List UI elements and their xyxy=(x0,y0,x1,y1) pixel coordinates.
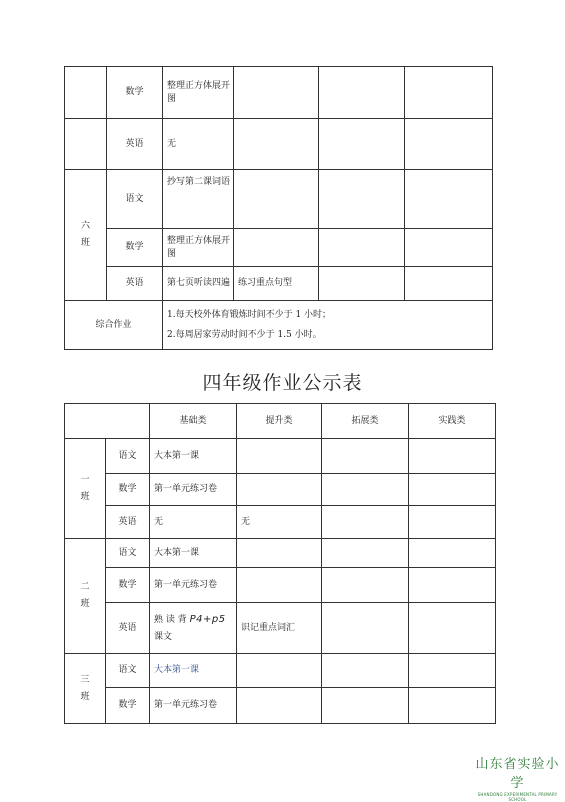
subject-cell: 语文 xyxy=(106,539,150,568)
header-row xyxy=(65,404,496,439)
practice-cell xyxy=(405,67,493,119)
basic-cell: 整理正方体展开图 xyxy=(163,67,234,119)
basic-cell: 大本第一课 xyxy=(150,439,237,474)
subject-cell: 英语 xyxy=(107,119,163,170)
subject-cell: 语文 xyxy=(106,654,150,688)
subject-cell: 语文 xyxy=(106,439,150,474)
extend-cell xyxy=(322,603,409,654)
class-cell xyxy=(65,654,106,724)
subject-cell: 数学 xyxy=(107,67,163,119)
basic-text: 熟 读 背 xyxy=(154,614,187,625)
table-row xyxy=(65,474,496,506)
practice-cell xyxy=(409,539,496,568)
improve-cell xyxy=(237,568,322,603)
extend-cell xyxy=(322,439,409,474)
table-row xyxy=(65,568,496,603)
extend-cell xyxy=(322,539,409,568)
extend-cell xyxy=(322,688,409,724)
subject-cell: 数学 xyxy=(106,474,150,506)
extend-cell xyxy=(319,119,405,170)
practice-cell xyxy=(409,568,496,603)
subject-cell: 数学 xyxy=(106,688,150,724)
practice-cell xyxy=(409,688,496,724)
practice-cell xyxy=(405,229,493,267)
practice-cell xyxy=(405,119,493,170)
extend-cell xyxy=(319,67,405,119)
extend-cell xyxy=(319,229,405,267)
table-row xyxy=(65,688,496,724)
extend-cell xyxy=(319,267,405,301)
class-cell xyxy=(65,119,107,170)
practice-cell xyxy=(405,170,493,229)
class-cell xyxy=(65,539,106,654)
improve-cell xyxy=(237,439,322,474)
class-cell xyxy=(65,67,107,119)
subject-cell: 语文 xyxy=(107,170,163,229)
header-practice: 实践类 xyxy=(409,404,496,439)
improve-cell xyxy=(234,119,319,170)
comprehensive-line-1: 1.每天校外体育锻炼时间不少于 1 小时； xyxy=(167,310,332,320)
extend-cell xyxy=(322,506,409,539)
comprehensive-line-2: 2.每周居家劳动时间不少于 1.5 小时。 xyxy=(167,330,322,340)
comprehensive-content xyxy=(163,301,493,350)
basic-cell: 大本第一课 xyxy=(150,654,237,688)
basic-cell: 第一单元练习卷 xyxy=(150,688,237,724)
page-title: 四年级作业公示表 xyxy=(202,372,363,394)
table-row xyxy=(65,539,496,568)
basic-cell: 无 xyxy=(163,119,234,170)
table-row xyxy=(65,170,493,229)
basic-text-2: 课文 xyxy=(154,631,173,642)
header-basic: 基础类 xyxy=(150,404,237,439)
header-extend: 拓展类 xyxy=(322,404,409,439)
improve-cell: 练习重点句型 xyxy=(234,267,319,301)
practice-cell xyxy=(409,603,496,654)
header-improve: 提升类 xyxy=(237,404,322,439)
table-row xyxy=(65,654,496,688)
table-row xyxy=(65,229,493,267)
table-row xyxy=(65,67,493,119)
practice-cell xyxy=(409,439,496,474)
table-row xyxy=(65,267,493,301)
basic-cell: 第一单元练习卷 xyxy=(150,474,237,506)
school-logo-en: SHANDONG EXPERIMENTAL PRIMARY SCHOOL xyxy=(477,792,558,802)
table-row xyxy=(65,603,496,654)
subject-cell: 英语 xyxy=(106,603,150,654)
improve-cell xyxy=(234,170,319,229)
table-row xyxy=(65,439,496,474)
improve-cell xyxy=(234,67,319,119)
table-row xyxy=(65,506,496,539)
class-label: 六班 xyxy=(80,221,90,248)
comprehensive-label: 综合作业 xyxy=(65,301,163,350)
subject-cell: 英语 xyxy=(106,506,150,539)
class-label: 二班 xyxy=(80,582,90,609)
improve-cell xyxy=(237,474,322,506)
basic-cell: 第七页听读四遍 xyxy=(163,267,234,301)
basic-cell: 无 xyxy=(150,506,237,539)
practice-cell xyxy=(409,654,496,688)
basic-cell: 第一单元练习卷 xyxy=(150,568,237,603)
class-label: 三班 xyxy=(80,674,90,702)
table-row xyxy=(65,119,493,170)
comprehensive-row xyxy=(65,301,493,350)
subject-cell: 英语 xyxy=(107,267,163,301)
practice-cell xyxy=(409,506,496,539)
subject-cell: 数学 xyxy=(107,229,163,267)
header-corner xyxy=(65,404,150,439)
school-logo-cn: 山东省实验小学 xyxy=(475,757,560,791)
extend-cell xyxy=(322,568,409,603)
extend-cell xyxy=(319,170,405,229)
practice-cell xyxy=(405,267,493,301)
improve-cell xyxy=(237,539,322,568)
basic-cell: 大本第一课 xyxy=(150,539,237,568)
subject-cell: 数学 xyxy=(106,568,150,603)
school-logo xyxy=(470,753,565,802)
class-cell xyxy=(65,439,106,539)
practice-cell xyxy=(409,474,496,506)
improve-cell xyxy=(234,229,319,267)
homework-table-continued xyxy=(64,66,493,350)
improve-cell: 识记重点词汇 xyxy=(237,603,322,654)
basic-cell xyxy=(150,603,237,654)
class-cell xyxy=(65,170,107,301)
basic-cell: 整理正方体展开图 xyxy=(163,229,234,267)
class-label: 一班 xyxy=(80,474,90,502)
handwritten-pages: P4+p5 xyxy=(189,613,226,625)
grade4-homework-table xyxy=(64,403,496,724)
basic-cell: 抄写第二课词语 xyxy=(163,170,234,229)
extend-cell xyxy=(322,474,409,506)
improve-cell xyxy=(237,688,322,724)
improve-cell xyxy=(237,654,322,688)
improve-cell: 无 xyxy=(237,506,322,539)
extend-cell xyxy=(322,654,409,688)
